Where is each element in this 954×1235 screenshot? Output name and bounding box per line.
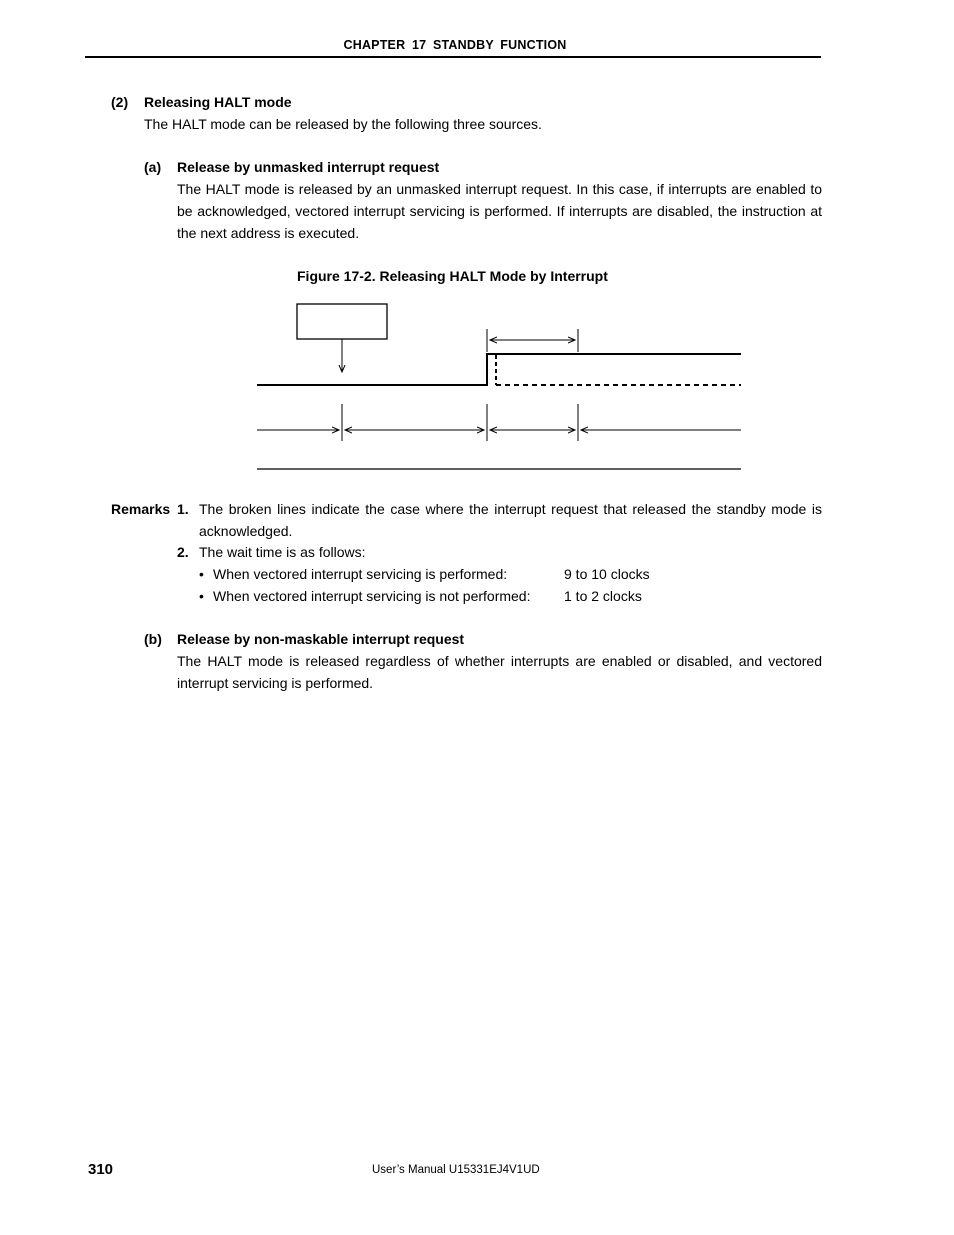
subsection-b-line2: interrupt servicing is performed.	[177, 675, 374, 691]
bullet-icon: •	[199, 588, 204, 604]
bullet-icon: •	[199, 566, 204, 582]
section-number: (2)	[111, 94, 129, 110]
remark-2-text: The wait time is as follows:	[199, 544, 366, 560]
remark-1-line2: acknowledged.	[199, 523, 293, 539]
subsection-b-label: (b)	[144, 631, 162, 647]
footer-manual: User’s Manual U15331EJ4V1UD	[372, 1164, 540, 1176]
bullet-2-value: 1 to 2 clocks	[564, 588, 642, 604]
section-title: Releasing HALT mode	[144, 94, 292, 110]
subsection-a-label: (a)	[144, 159, 162, 175]
bullet-1-text: When vectored interrupt servicing is performed:	[213, 566, 508, 582]
bullet-1-value: 9 to 10 clocks	[564, 566, 650, 582]
bullet-2-text: When vectored interrupt servicing is not performed:	[213, 588, 531, 604]
remark-2-number: 2.	[177, 544, 189, 560]
remark-1-number: 1.	[177, 501, 189, 517]
subsection-a-line1: The HALT mode is released by an unmasked interrupt request. In this case, if interrupts are enabled to	[177, 181, 822, 197]
figure-caption: Figure 17-2. Releasing HALT Mode by Interrupt	[297, 268, 608, 284]
chapter-header: CHAPTER 17 STANDBY FUNCTION	[343, 38, 567, 52]
page-number: 310	[88, 1161, 114, 1178]
remarks-label: Remarks	[111, 501, 171, 517]
subsection-a-line2: be acknowledged, vectored interrupt servicing is performed. If interrupts are disabled, the instruction at	[177, 203, 822, 219]
subsection-a-title: Release by unmasked interrupt request	[177, 159, 440, 175]
subsection-b-title: Release by non-maskable interrupt request	[177, 631, 465, 647]
interrupt-request-box	[297, 304, 387, 339]
section-intro: The HALT mode can be released by the following three sources.	[144, 116, 542, 132]
subsection-b-line1: The HALT mode is released regardless of whether interrupts are enabled or disabled, and vectored	[177, 653, 822, 669]
subsection-a-line3: the next address is executed.	[177, 225, 360, 241]
halt-signal-line	[257, 354, 741, 385]
remark-1-line1: The broken lines indicate the case where the interrupt request that released the standby mode is	[199, 501, 822, 517]
